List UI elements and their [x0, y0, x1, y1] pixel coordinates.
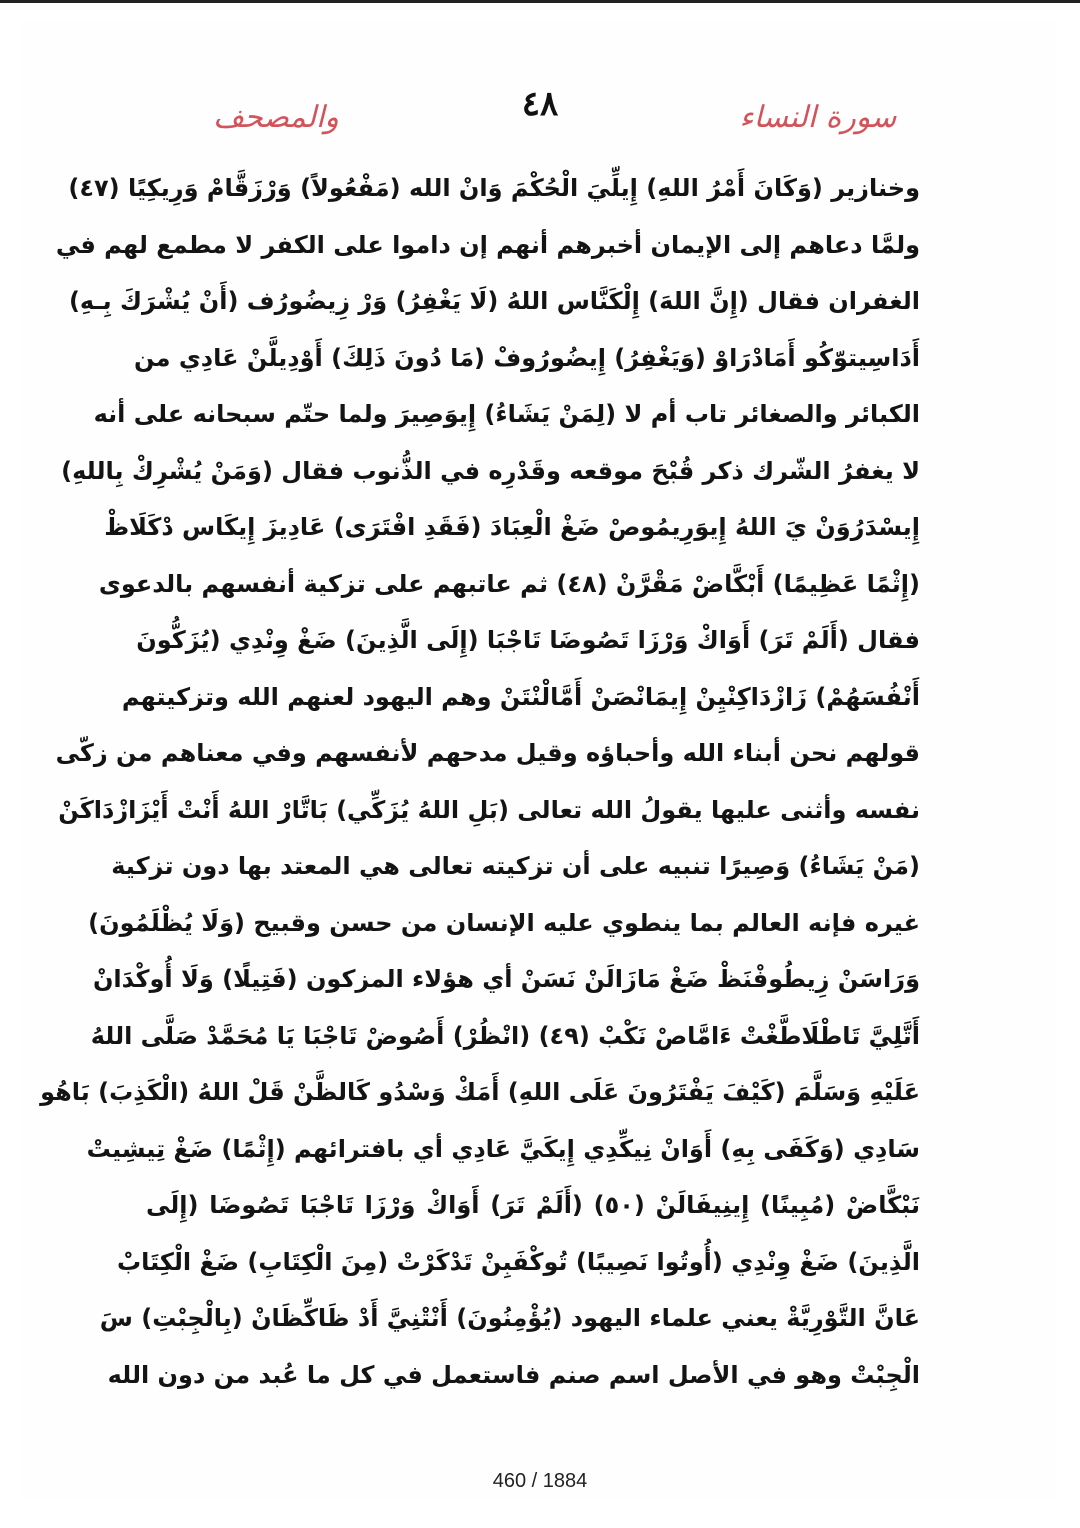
text-line: عَلَيْهِ وَسَلَّمَ (كَيْفَ يَفْتَرُونَ عَلَى اللهِ) أَمَكْ وَسْدُو كَالظَّنْ قَلْ اللهُ (الْكَذِبَ) بَاهُو	[40, 1078, 920, 1106]
top-border	[0, 0, 1080, 3]
text-line: أَتَّلِيَّ تَاطْلَاطَّغْتْ ءَامَّاصْ نَكْبْ (٤٩) (انْظُرْ) أَصُوضْ تَاجْبَا يَا مُحَمَّدْ صَلَّى اللهُ	[90, 1021, 920, 1050]
text-line: وَرَاسَنْ زِيطُوفْنَظْ ضَغْ مَازَالَنْ نَسَنْ أي هؤلاء المزكون (فَتِيلًا) وَلَا أُوكْدَانْ	[92, 965, 920, 993]
page-number: ٤٨	[521, 84, 559, 124]
handwritten-note-mushaf: والمصحف	[213, 100, 339, 135]
text-line: وخنازير (وَكَانَ أَمْرُ اللهِ) إِيلِّيَ الْحُكْمَ وَانْ الله (مَفْعُولاً) وَرْزَقَّامْ وَرِيكِيًا (٤٧)	[68, 174, 920, 202]
text-line: إِيسْدَرُوَنْ يَ اللهُ إِيوَرِيمُوصْ ضَغْ الْعِبَادَ (فَقَدِ افْتَرَى) عَادِيزَ إِيكَاس دْكَلَاظْ	[104, 513, 920, 541]
text-line: الَّذِينَ) ضَغْ وِنْدِي (أُوتُوا نَصِيبًا) تُوكْفَبِنْ تَدْكَرْتْ (مِنَ الْكِتَابِ) ضَغْ الْكِتَابْ	[116, 1247, 920, 1276]
handwritten-note-surah: سورة النساء	[739, 100, 897, 135]
page-counter: 460 / 1884	[492, 1470, 588, 1492]
text-line: نَبْكَّاضْ (مُبِينًا) إِينِيفَالَنْ (٥٠) (أَلَمْ تَرَ) أَوَاكْ وَرْزَا تَاجْبَا تَصُوضَا (إِلَى	[146, 1191, 920, 1219]
text-line: سَادِي (وَكَفَى بِهِ) أَوَانْ نِيكِّدِي إِيكَيَّ عَادِي أي بافترائهم (إِثْمًا) ضَغْ تِيشِيتْ	[86, 1134, 920, 1163]
text-line: نفسه وأثنى عليها يقولُ الله تعالى (بَلِ اللهُ يُزَكِّي) بَاتَّارْ اللهُ أَنْتْ أَيْزَازْدَاكَنْ	[58, 795, 920, 824]
text-line: قولهم نحن أبناء الله وأحباؤه وقيل مدحهم لأنفسهم وفي معناهم من زكّى	[55, 739, 920, 767]
text-line: الغفران فقال (إِنَّ اللهَ) إِلْكَنَّاس اللهُ (لَا يَغْفِرُ) وَرْ زِيضُورُف (أَنْ يُشْرَكَ بِـهِ)	[68, 287, 920, 315]
text-line: أَدَاسِيتوّكُو أَمَادْرَاوْ (وَيَغْفِرُ) إِيضُورُوفْ (مَا دُونَ ذَلِكَ) أَوْدِيلَّنْ عَادِي من	[134, 343, 920, 372]
text-line: ولمَّا دعاهم إلى الإيمان أخبرهم أنهم إن داموا على الكفر لا مطمع لهم في	[55, 230, 920, 259]
text-line: فقال (أَلَمْ تَرَ) أَوَاكْ وَرْزَا تَصُوضَا تَاجْبَا (إِلَى الَّذِينَ) ضَغْ وِنْدِي (يُزَكُّونَ	[136, 626, 920, 654]
commentary-text	[40, 160, 920, 1403]
text-line: الكبائر والصغائر تاب أم لا (لِمَنْ يَشَاءُ) إِيوَصِيرَ ولما حتّم سبحانه على أنه	[93, 400, 920, 428]
text-line: (مَنْ يَشَاءُ) وَصِيرًا تنبيه على أن تزكيته تعالى هي المعتد بها دون تزكية	[111, 852, 920, 880]
text-line: الْجِبْتْ وهو في الأصل اسم صنم فاستعمل في كل ما عُبد من دون الله	[107, 1360, 920, 1389]
text-line: (إِثْمًا عَظِيمًا) أَبْكَّاضْ مَقْرَّنْ (٤٨) ثم عاتبهم على تزكية أنفسهم بالدعوى	[98, 569, 920, 598]
text-line: غيره فإنه العالم بما ينطوي عليه الإنسان من حسن وقبيح (وَلَا يُظْلَمُونَ)	[88, 908, 920, 937]
text-line: أَنْفُسَهُمْ) زَازْدَاكِنْيِنْ إِيمَانْصَنْ أَمَّالْنْتَنْ وهم اليهود لعنهم الله وتزكيتهم	[121, 682, 920, 711]
text-line: لا يغفرُ الشّرك ذكر قُبْحَ موقعه وقَدْرِه في الذُّنوب فقال (وَمَنْ يُشْرِكْ بِاللهِ)	[61, 456, 920, 485]
text-line: عَانَّ التَّوْرِيَّةْ يعني علماء اليهود (يُؤْمِنُونَ) أَنْتْنِيَّ أَدْ ظَاكِّظَانْ (بِالْجِبْتِ) سَ	[99, 1304, 920, 1332]
